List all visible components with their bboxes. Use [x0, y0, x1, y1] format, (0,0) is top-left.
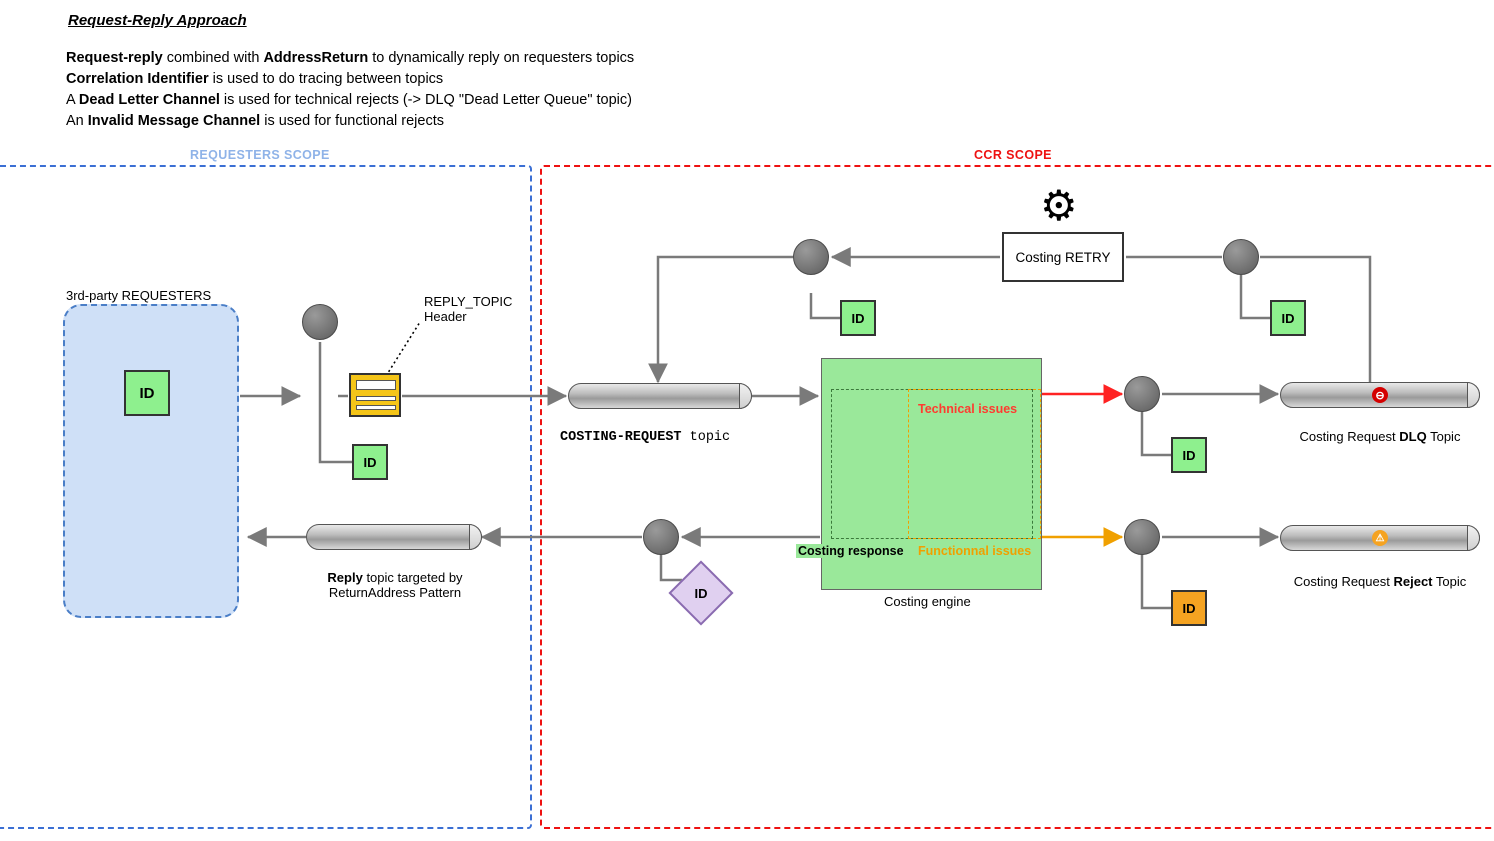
reply-topic-header-line2: Header	[424, 309, 467, 324]
costing-retry-label: Costing RETRY	[1015, 249, 1111, 265]
requester-router-id-box	[352, 444, 388, 480]
desc4-seg1: An	[66, 113, 88, 129]
reject-badge-icon: ⚠	[1372, 530, 1388, 546]
response-router	[643, 519, 679, 555]
retry-left-id-label: ID	[851, 310, 865, 326]
description-block	[66, 48, 634, 132]
gear-icon: ⚙	[1040, 182, 1078, 229]
desc1-seg2: combined with	[162, 50, 264, 66]
reply-topic-header-line1: REPLY_TOPIC	[424, 294, 513, 309]
dlq-topic-caption	[1270, 429, 1490, 444]
reply-topic-caption	[300, 570, 490, 600]
dlq-caption-prefix: Costing Request	[1299, 429, 1400, 444]
technical-issues-label: Technical issues	[918, 402, 1018, 416]
desc1-seg3: AddressReturn	[263, 50, 369, 66]
desc4-seg3: is used for functional rejects	[260, 113, 444, 129]
retry-right-id-label: ID	[1281, 310, 1295, 326]
ccr-scope-label: CCR SCOPE	[974, 148, 1052, 162]
desc2-seg2: is used to do tracing between topics	[208, 71, 444, 87]
reject-topic-caption	[1270, 574, 1490, 589]
dlq-badge-icon: ⊖	[1372, 387, 1388, 403]
costing-request-topic-cylinder	[568, 383, 752, 409]
desc1-seg4: to dynamically reply on requesters topics	[368, 50, 635, 66]
costing-retry-box	[1002, 232, 1124, 282]
reply-topic-cylinder	[306, 524, 482, 550]
requester-id-label: ID	[139, 384, 155, 402]
page-title: Request-Reply Approach	[68, 12, 247, 29]
reply-topic-header-callout	[424, 294, 512, 324]
dlq-caption-bold: DLQ	[1399, 429, 1427, 444]
requester-router	[302, 304, 338, 340]
functional-issues-label: Functionnal issues	[918, 544, 1032, 558]
costing-request-topic-caption	[560, 428, 760, 445]
dlq-caption-suffix: Topic	[1426, 429, 1461, 444]
retry-left-router	[793, 239, 829, 275]
dlq-id-box	[1171, 437, 1207, 473]
desc2-seg1: Correlation Identifier	[66, 71, 209, 87]
costing-request-topic-name: COSTING-REQUEST	[560, 430, 682, 445]
description-line-2	[66, 69, 634, 90]
response-id-label: ID	[694, 585, 708, 601]
requester-router-id-label: ID	[363, 454, 377, 470]
reject-id-box	[1171, 590, 1207, 626]
description-line-3	[66, 90, 634, 111]
dlq-router	[1124, 376, 1160, 412]
desc1-seg1: Request-reply	[66, 50, 163, 66]
reject-caption-bold: Reject	[1393, 574, 1433, 589]
third-party-requesters-label: 3rd-party REQUESTERS	[66, 288, 212, 303]
reply-topic-caption-line2: ReturnAddress Pattern	[328, 585, 462, 600]
desc3-seg2: Dead Letter Channel	[78, 92, 220, 108]
costing-response-label: Costing response	[798, 544, 904, 558]
costing-request-topic-suffix: topic	[681, 430, 731, 445]
desc4-seg2: Invalid Message Channel	[87, 113, 261, 129]
desc3-seg1: A	[66, 92, 79, 108]
reply-topic-caption-bold: Reply	[327, 570, 363, 585]
requesters-scope-label: REQUESTERS SCOPE	[190, 148, 330, 162]
reject-caption-suffix: Topic	[1432, 574, 1467, 589]
desc3-seg3: is used for technical rejects (-> DLQ "Dead Letter Queue" topic)	[219, 92, 632, 108]
dlq-id-label: ID	[1182, 447, 1196, 463]
third-party-requesters-group	[63, 304, 239, 618]
reject-id-label: ID	[1182, 600, 1196, 616]
reject-topic-cylinder	[1280, 525, 1480, 551]
description-line-4	[66, 111, 634, 132]
reply-topic-caption-rest: topic targeted by	[362, 570, 463, 585]
retry-right-router	[1223, 239, 1259, 275]
retry-left-id-box	[840, 300, 876, 336]
reject-caption-prefix: Costing Request	[1293, 574, 1394, 589]
reject-router	[1124, 519, 1160, 555]
message-envelope-icon	[349, 373, 401, 417]
retry-right-id-box	[1270, 300, 1306, 336]
dlq-topic-cylinder	[1280, 382, 1480, 408]
costing-engine-caption: Costing engine	[884, 594, 971, 609]
requester-id-box	[124, 370, 170, 416]
description-line-1	[66, 48, 634, 69]
